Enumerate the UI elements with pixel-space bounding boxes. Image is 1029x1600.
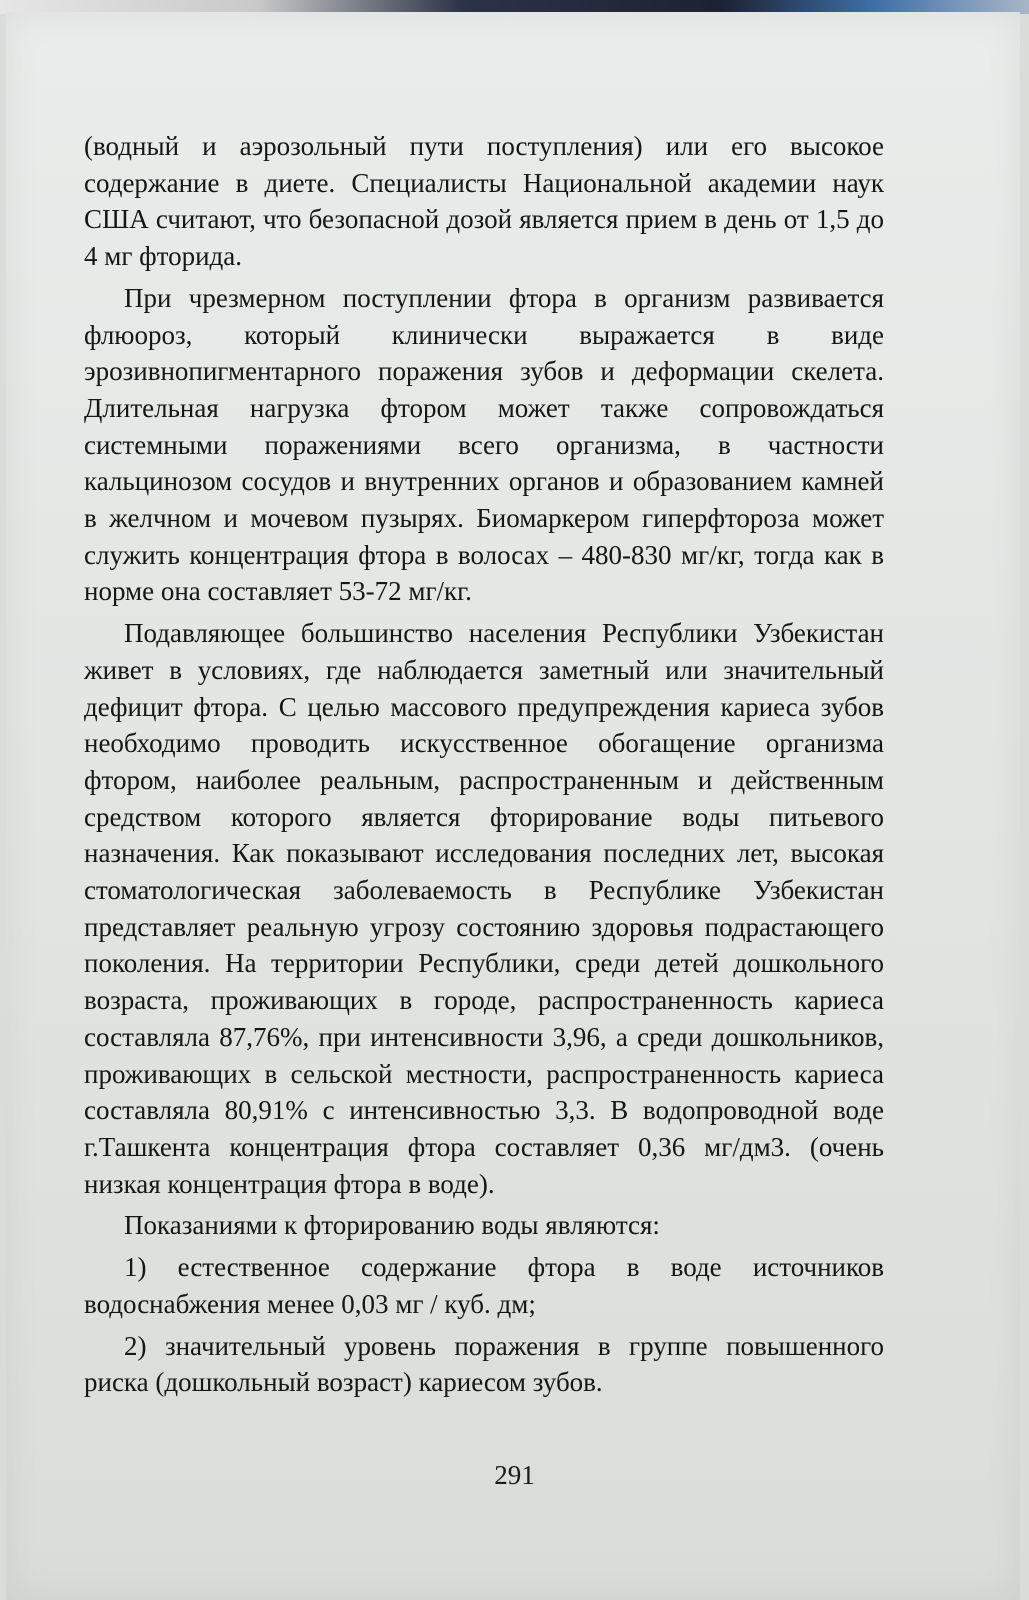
page-number: 291: [494, 1460, 535, 1490]
page-body-text: [84, 128, 884, 1401]
paragraph-continuation: (водный и аэрозольный пути поступления) или его высокое содержание в диете. Специалисты Национальной академии наук США считают, что безопасной дозой является прием в день от 1,5 до 4 мг фторида.: [84, 131, 884, 272]
paragraph-uzbekistan: Подавляющее большинство населения Республики Узбекистан живет в условиях, где наблюдается заметный или значительный дефицит фтора. С целью массового предупреждения кариеса зубов необходимо проводить искусственное обогащение организма фтором, наиболее реальным, распространенным и действенным средством которого является фторирование воды питьевого назначения. Как показывают исследования последних лет, высокая стоматологическая заболеваемость в Республике Узбекистан представляет реальную угрозу состоянию здоровья подрастающего поколения. На территории Республики, среди детей дошкольного возраста, проживающих в городе, распространенность кариеса составляла 87,76%, при интенсивности 3,96, а среди дошкольников, проживающих в сельской местности, распространенность кариеса составляла 80,91% с интенсивностью 3,3. В водопроводной воде г.Ташкента концентрация фтора составляет 0,36 мг/дм3. (очень низкая концентрация фтора в воде).: [84, 618, 884, 1199]
paragraph-fluorosis: При чрезмерном поступлении фтора в организм развивается флюороз, который клинически выражается в виде эрозивнопигментарного поражения зубов и деформации скелета. Длительная нагрузка фтором может также сопровождаться системными поражениями всего организма, в частности кальцинозом сосудов и внутренних органов и образованием камней в желчном и мочевом пузырях. Биомаркером гиперфтороза может служить концентрация фтора в волосах – 480-830 мг/кг, тогда как в норме она составляет 53-72 мг/кг.: [84, 282, 884, 607]
list-item-indication-1: 1) естественное содержание фтора в воде источников водоснабжения менее 0,03 мг / куб. дм;: [84, 1252, 884, 1319]
paragraph-indications-heading: Показаниями к фторированию воды являются:: [124, 1210, 660, 1241]
list-item-indication-2: 2) значительный уровень поражения в группе повышенного риска (дошкольный возраст) кариесом зубов.: [84, 1330, 884, 1398]
